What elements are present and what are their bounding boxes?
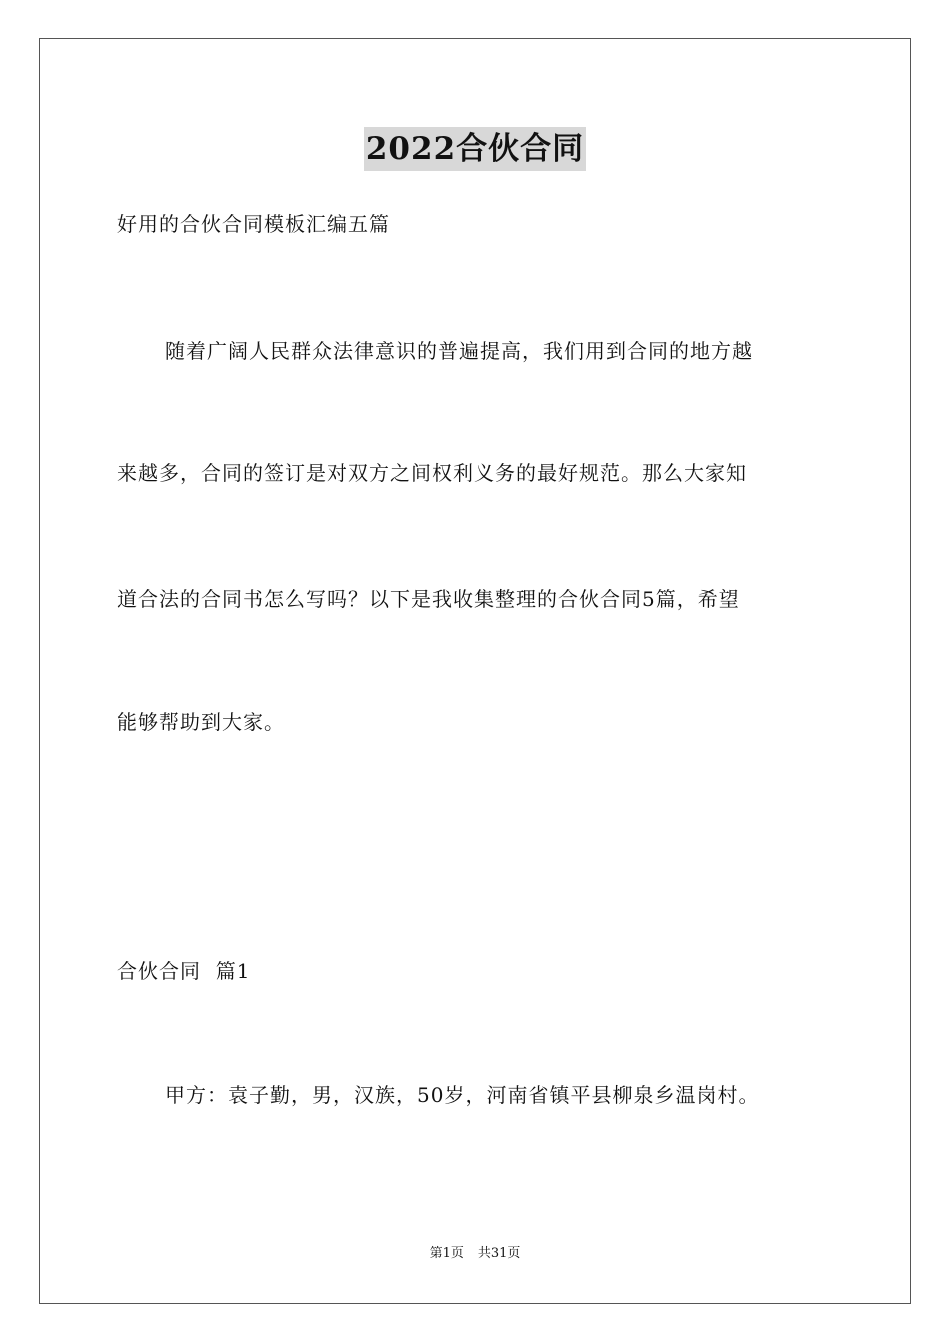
intro-line-4: 能够帮助到大家。 — [117, 710, 285, 734]
page-number-current: 第1页 — [429, 1246, 464, 1261]
intro-line-2: 来越多，合同的签订是对双方之间权利义务的最好规范。那么大家知 — [117, 461, 747, 485]
document-title: 2022合伙合同 — [364, 127, 586, 171]
title-container — [0, 127, 950, 171]
section-heading: 合伙合同 篇1 — [117, 959, 251, 983]
page-footer — [0, 1245, 950, 1263]
intro-line-3: 道合法的合同书怎么写吗？以下是我收集整理的合伙合同5篇，希望 — [117, 587, 740, 611]
page-number-total: 共31页 — [477, 1246, 521, 1261]
party-a-line: 甲方：袁子勤，男，汉族，50岁，河南省镇平县柳泉乡温岗村。 — [165, 1083, 760, 1107]
intro-line-1: 随着广阔人民群众法律意识的普遍提高，我们用到合同的地方越 — [165, 339, 753, 363]
document-subtitle: 好用的合伙合同模板汇编五篇 — [117, 212, 390, 236]
